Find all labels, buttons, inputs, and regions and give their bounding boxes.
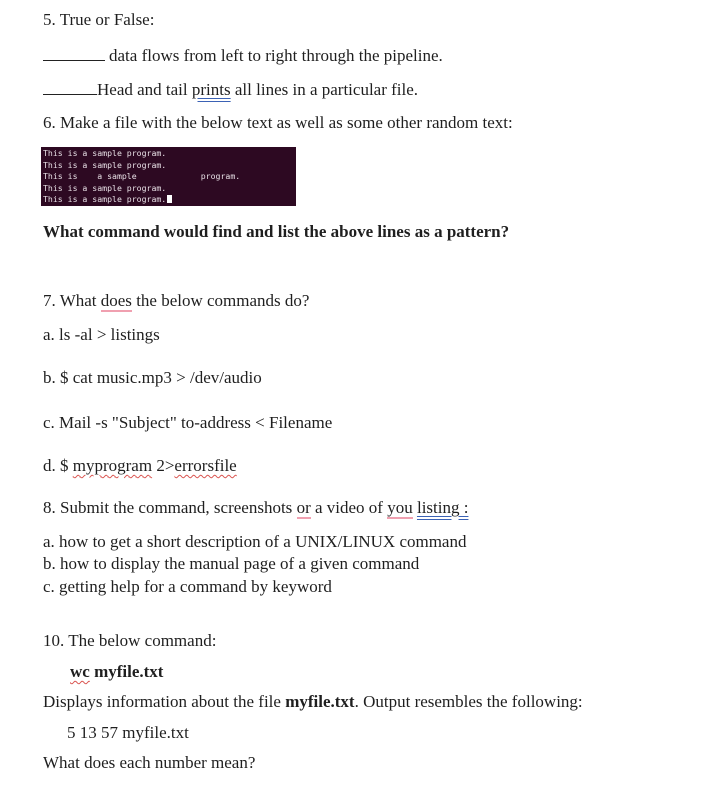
q8-heading — [43, 498, 468, 518]
spelling-flagged-word: wc — [70, 662, 90, 681]
spelling-flagged-word: errorsfile — [174, 456, 237, 475]
q7-item-d — [43, 456, 237, 476]
q7-item-b: b. $ cat music.mp3 > /dev/audio — [43, 368, 262, 387]
q10-command-file: myfile.txt — [89, 662, 164, 681]
q10-description-end: . Output resembles the following: — [354, 692, 583, 711]
q10-command — [70, 662, 163, 682]
q7-item-c: c. Mail -s "Subject" to-address < Filename — [43, 413, 333, 432]
q10-description-text: Displays information about the file — [43, 692, 286, 711]
q7-heading-text-end: the below commands do? — [131, 291, 310, 310]
q7-heading-text: 7. What — [43, 291, 101, 310]
answer-blank[interactable] — [43, 45, 105, 61]
q5-item-2 — [43, 79, 418, 100]
flagged-word: or — [296, 498, 311, 517]
q5-item-2-text: Head and tail — [97, 80, 192, 99]
q7-item-d-mid: 2> — [152, 456, 175, 475]
q10-question: What does each number mean? — [43, 753, 256, 772]
terminal-cursor — [167, 195, 172, 203]
terminal-line-last — [43, 194, 296, 206]
terminal-line: This is a sample program. — [43, 194, 167, 205]
q8-item-c: c. getting help for a command by keyword — [43, 577, 332, 596]
q6-question: What command would find and list the above lines as a pattern? — [43, 222, 510, 241]
q8-item-b: b. how to display the manual page of a given command — [43, 554, 420, 573]
q5-item-1-text: data flows from left to right through the pipeline. — [109, 46, 443, 65]
q10-output: 5 13 57 myfile.txt — [67, 723, 189, 742]
q10-heading: 10. The below command: — [43, 631, 217, 650]
q5-heading: 5. True or False: — [43, 10, 155, 29]
answer-blank[interactable] — [43, 79, 97, 95]
q5-item-2-text-end: all lines in a particular file. — [230, 80, 419, 99]
terminal-line: This is a sample program. — [43, 148, 167, 158]
spelling-flagged-word: myprogram — [72, 456, 153, 475]
flagged-word: you — [387, 498, 413, 517]
flagged-word: does — [100, 291, 132, 310]
grammar-flagged-word: prints — [191, 80, 231, 99]
terminal-line: This is a sample program. — [43, 171, 241, 182]
terminal-line: This is a sample program. — [43, 182, 167, 193]
terminal-line: This is a sample program. — [43, 159, 167, 170]
terminal-screenshot — [41, 147, 296, 206]
grammar-flagged-word: listing : — [416, 498, 469, 517]
q8-item-a: a. how to get a short description of a UNIX/LINUX command — [43, 532, 467, 551]
q7-item-a: a. ls -al > listings — [43, 325, 160, 344]
q6-heading: 6. Make a file with the below text as well as some other random text: — [43, 113, 513, 132]
q8-heading-mid: a video of — [310, 498, 388, 517]
q10-description — [43, 692, 583, 712]
q10-filename: myfile.txt — [285, 692, 355, 711]
q7-heading — [43, 291, 309, 311]
q7-item-d-text: d. $ — [43, 456, 73, 475]
q5-item-1 — [43, 45, 443, 66]
q8-heading-text: 8. Submit the command, screenshots — [43, 498, 297, 517]
